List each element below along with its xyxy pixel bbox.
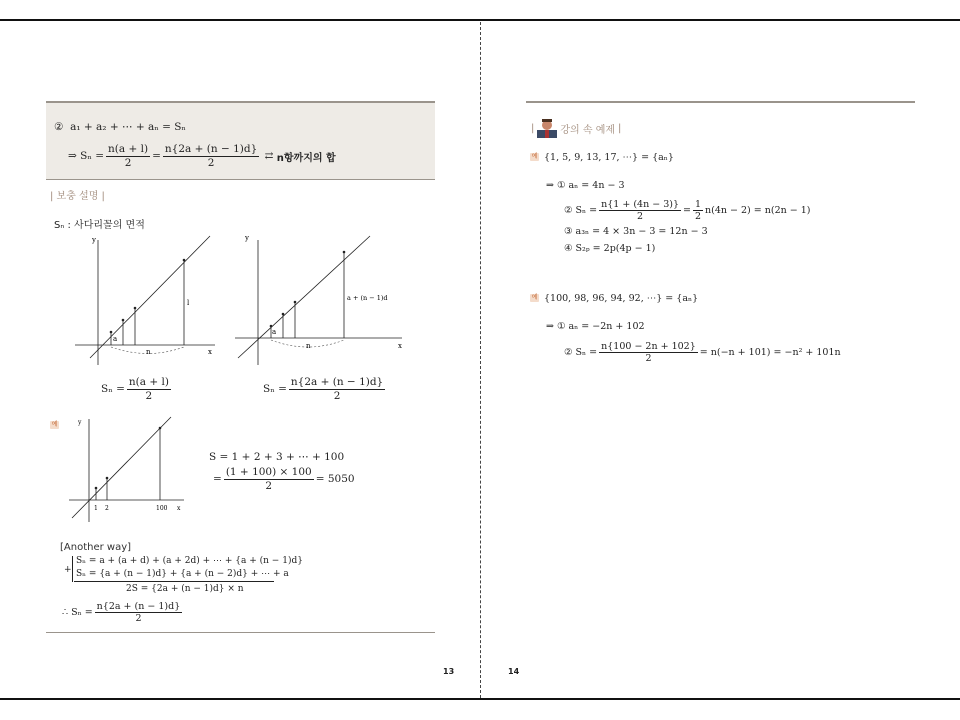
- example-1-sequence: {1, 5, 9, 13, 17, ⋯} = {aₙ}: [544, 152, 674, 163]
- formula-line-2: ⇒ Sₙ = $\frac{n(a + l)}{2}$ = $\frac{n\{2a + (n - 1)d\}}{2}$ ⇄ n항까지의 합: [68, 143, 336, 169]
- formula-line-1: ② a₁ + a₂ + ⋯ + aₙ = Sₙ: [54, 121, 186, 133]
- graph-2-caption: Sₙ = $\frac{n\{2a + (n - 1)d\}}{2}$: [263, 376, 384, 402]
- example-1-item-3: ③ a₃ₙ = 4 × 3n − 3 = 12n − 3: [564, 226, 708, 237]
- svg-text:l: l: [187, 299, 190, 307]
- page-number-right: 14: [508, 667, 520, 676]
- sum-line-1: S = 1 + 2 + 3 + ⋯ + 100: [209, 451, 345, 463]
- therefore-line: ∴ Sₙ = $\frac{n\{2a + (n - 1)d\}}{2}$: [62, 601, 181, 625]
- example-2-sequence: {100, 98, 96, 94, 92, ⋯} = {aₙ}: [544, 293, 699, 304]
- formula-note: n항까지의 합: [276, 152, 336, 164]
- svg-text:n: n: [146, 348, 151, 356]
- svg-text:y: y: [245, 234, 249, 242]
- example-2-item-2: ② Sₙ = $\frac{n\{100 - 2n + 102\}}{2}$ = n(−n + 101) = −n² + 101n: [564, 341, 841, 365]
- svg-text:1: 1: [94, 505, 98, 512]
- another-way-title: [Another way]: [60, 542, 132, 553]
- supplement-title: | 보충 설명 |: [50, 191, 105, 202]
- svg-text:x: x: [177, 505, 181, 512]
- svg-text:x: x: [398, 342, 402, 350]
- svg-text:100: 100: [156, 505, 168, 512]
- svg-text:a + (n − 1)d: a + (n − 1)d: [347, 294, 388, 302]
- svg-text:y: y: [92, 236, 96, 244]
- graph-3: [66, 414, 191, 524]
- graph-1: [70, 230, 220, 365]
- example-1-item-4: ④ S₂ₚ = 2p(4p − 1): [564, 243, 656, 254]
- graph-1-caption: Sₙ = $\frac{n(a + l)}{2}$: [101, 376, 169, 402]
- page-number-left: 13: [443, 667, 455, 676]
- sum-line-2: = $\frac{(1 + 100) \times 100}{2}$ = 5050: [213, 466, 355, 492]
- svg-text:x: x: [208, 348, 212, 356]
- example-mark-icon: 예: [51, 421, 58, 428]
- left-bottom-line: [46, 632, 435, 633]
- another-row-2: Sₙ = {a + (n − 1)d} + {a + (n − 2)d} + ⋯ + a: [76, 569, 289, 579]
- example-2-mark-icon: 예: [531, 294, 538, 301]
- plus-sign: +: [64, 565, 72, 575]
- svg-text:y: y: [78, 419, 82, 426]
- right-top-line: [526, 101, 915, 103]
- example-1-mark-icon: 예: [531, 153, 538, 160]
- lecture-title: | 강의 속 예제 |: [531, 118, 621, 138]
- another-row-1: Sₙ = a + (a + d) + (a + 2d) + ⋯ + {a + (n − 1)d}: [76, 556, 303, 566]
- example-2-item-1: ⇒ ① aₙ = −2n + 102: [546, 321, 645, 332]
- svg-text:a: a: [272, 328, 277, 336]
- graph-2: [230, 230, 410, 365]
- svg-text:n: n: [306, 342, 311, 350]
- another-row-3: 2S = {2a + (n − 1)d} × n: [126, 584, 244, 594]
- right-page: [480, 0, 960, 720]
- example-1-item-2: ② Sₙ = $\frac{n\{1 + (4n - 3)\}}{2}$ = $\frac{1}{2}$ n(4n − 2) = n(2n − 1): [564, 199, 811, 223]
- example-1-item-1: ⇒ ① aₙ = 4n − 3: [546, 180, 625, 191]
- formula-box: [46, 101, 435, 180]
- svg-text:2: 2: [105, 505, 109, 512]
- svg-text:a: a: [113, 335, 118, 343]
- instructor-avatar-icon: [537, 118, 557, 138]
- sn-label: Sₙ : 사다리꼴의 면적: [54, 220, 145, 231]
